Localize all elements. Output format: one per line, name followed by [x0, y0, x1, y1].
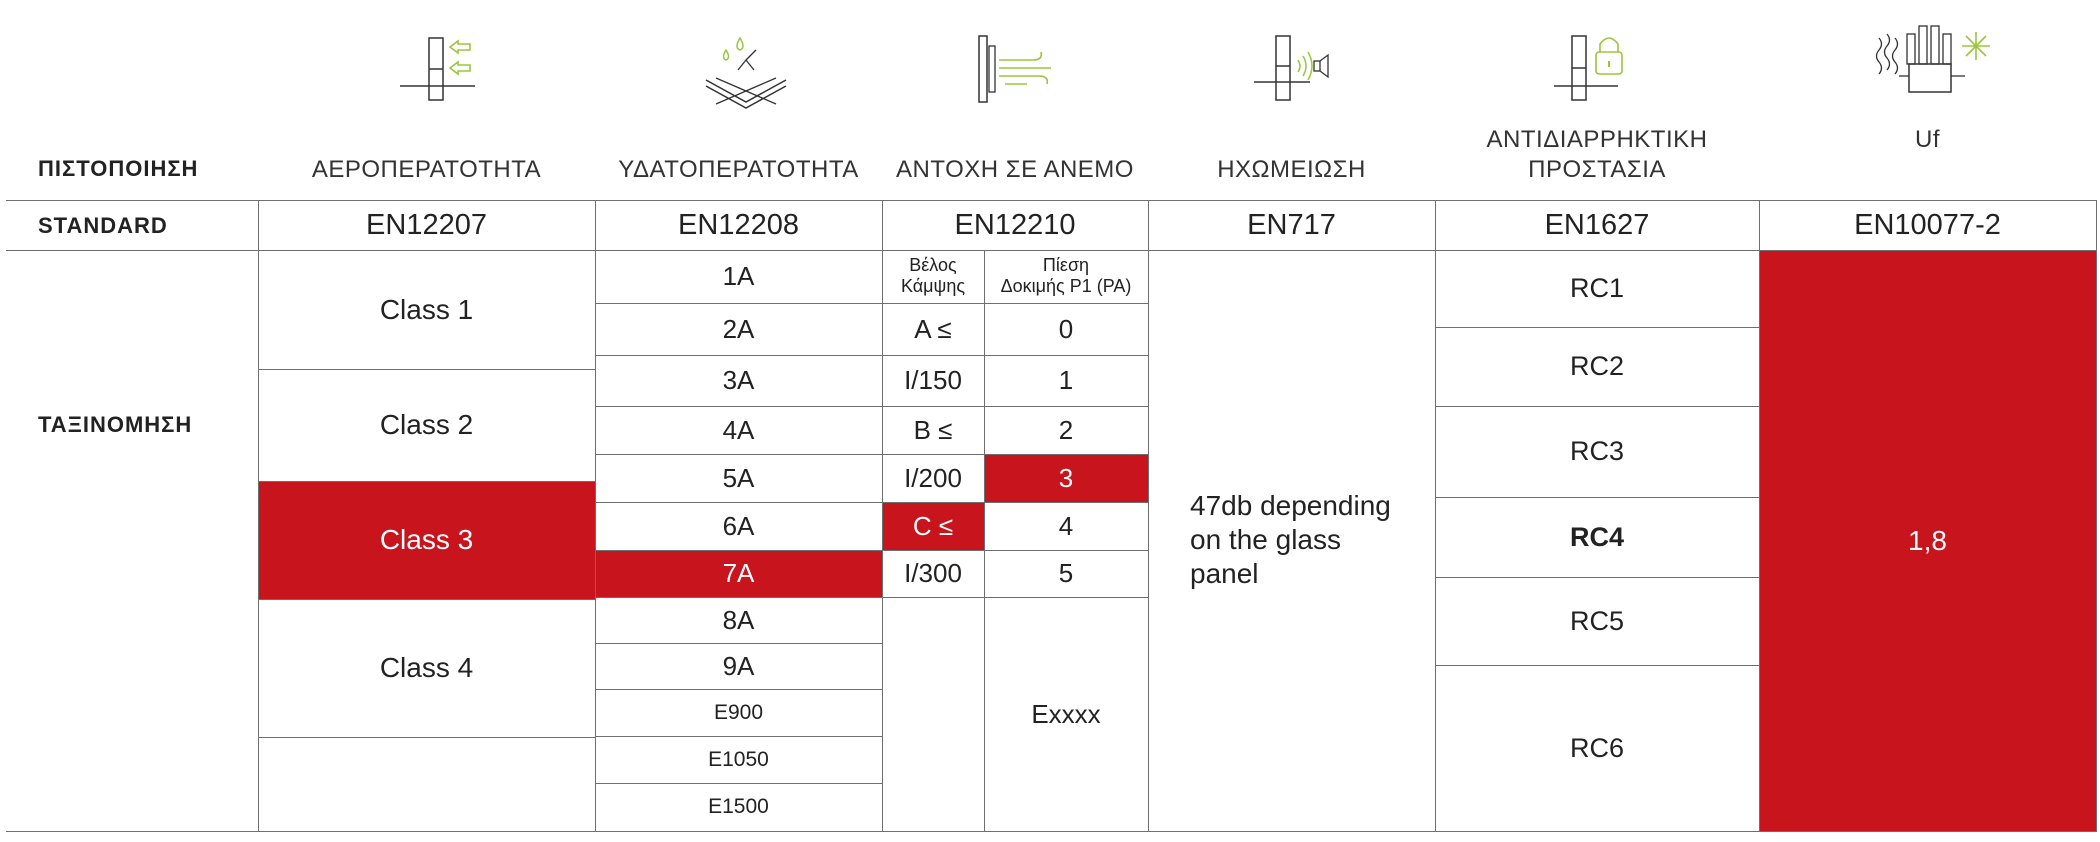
sound-text-line1: 47db depending	[1190, 490, 1391, 521]
wind-pressure: 4	[1058, 510, 1074, 541]
wind-pressure: 2	[1058, 414, 1074, 445]
wind-deflection: I/300	[904, 558, 962, 588]
burglary-class: RC3	[1569, 436, 1624, 466]
wind-pressure: 5	[1058, 558, 1074, 588]
water-class: E900	[713, 700, 764, 724]
standard-air: EN12207	[366, 208, 487, 241]
wind-resistance-icon	[975, 30, 1065, 105]
header-burglary-line2: ΠΡΟΣΤΑΣΙΑ	[1528, 156, 1666, 183]
water-class: 2A	[722, 313, 755, 344]
sound-text-line2: on the glass	[1190, 524, 1341, 555]
thermal-heat-cold-icon	[1873, 18, 2003, 98]
water-class: 3A	[722, 365, 755, 395]
air-class-4: Class 4	[379, 652, 474, 683]
burglary-class: RC1	[1569, 273, 1624, 303]
water-tightness-icon	[700, 30, 790, 110]
burglary-class-highlight: RC4	[1569, 521, 1624, 552]
header-water: ΥΔΑΤΟΠΕΡΑΤΟΤΗΤΑ	[618, 156, 859, 183]
standard-uf: EN10077-2	[1854, 208, 2001, 241]
header-wind: ΑΝΤΟΧΗ ΣΕ ΑΝΕΜΟ	[896, 156, 1134, 183]
water-class: E1050	[708, 747, 769, 771]
wind-pressure-selected: 3	[1058, 462, 1074, 493]
wind-deflection: I/200	[904, 462, 962, 493]
water-class: 9A	[722, 650, 755, 681]
water-class: 8A	[722, 604, 755, 635]
wind-pressure-header-l1: Πίεση	[1042, 254, 1090, 275]
standard-wind: EN12210	[954, 208, 1076, 241]
water-class: 1A	[722, 261, 755, 291]
wind-exxxx: Exxxx	[1031, 698, 1101, 729]
air-class-2: Class 2	[379, 409, 474, 440]
air-line-4	[258, 737, 595, 738]
air-permeability-icon	[395, 30, 485, 105]
header-burglary-line1: ΑΝΤΙΔΙΑΡΡΗΚΤΙΚΗ	[1486, 126, 1708, 153]
header-air: ΑΕΡΟΠΕΡΑΤΟΤΗΤΑ	[311, 156, 542, 183]
standard-sound: EN717	[1247, 208, 1336, 241]
col-sep-7	[2096, 200, 2097, 832]
header-uf: Uf	[1915, 126, 1940, 153]
header-row-label: ΠΙΣΤΟΠΟΙΗΣΗ	[38, 156, 199, 181]
wind-pressure: 1	[1058, 365, 1074, 395]
air-class-3: Class 3	[379, 524, 474, 555]
water-class: E1500	[708, 795, 769, 818]
standard-burglary: EN1627	[1544, 208, 1650, 241]
wind-deflection: I/150	[904, 365, 962, 395]
standard-water: EN12208	[678, 208, 799, 241]
burglary-class: RC5	[1569, 605, 1624, 636]
burglary-class: RC2	[1569, 351, 1624, 381]
wind-deflection-header-l1: Βέλος	[909, 254, 957, 275]
classification-row-label: ΤΑΞΙΝΟΜΗΣΗ	[38, 412, 193, 437]
wind-pressure: 0	[1058, 313, 1074, 344]
water-class: 6A	[722, 510, 755, 541]
burglary-lock-icon	[1550, 28, 1640, 103]
uf-value: 1,8	[1908, 525, 1947, 556]
water-class: 5A	[722, 462, 755, 493]
wind-pressure-header-l2: Δοκιμής P1 (PA)	[1000, 275, 1132, 296]
sound-insulation-icon	[1250, 30, 1340, 105]
water-class-selected: 7A	[722, 558, 755, 588]
air-class-1: Class 1	[379, 293, 474, 325]
standard-row-label: STANDARD	[38, 213, 168, 238]
header-sound: ΗΧΩΜΕΙΩΣΗ	[1217, 156, 1366, 183]
wind-deflection-selected: C ≤	[912, 510, 954, 541]
sound-text-line3: panel	[1190, 558, 1259, 589]
wind-deflection: A ≤	[914, 313, 952, 344]
table-bottom-line	[6, 831, 2096, 832]
burglary-class: RC6	[1569, 732, 1624, 763]
wind-deflection: B ≤	[913, 414, 953, 445]
wind-deflection-header-l2: Κάμψης	[900, 275, 966, 296]
col-sep-4	[1148, 200, 1149, 832]
water-class: 4A	[722, 414, 755, 445]
